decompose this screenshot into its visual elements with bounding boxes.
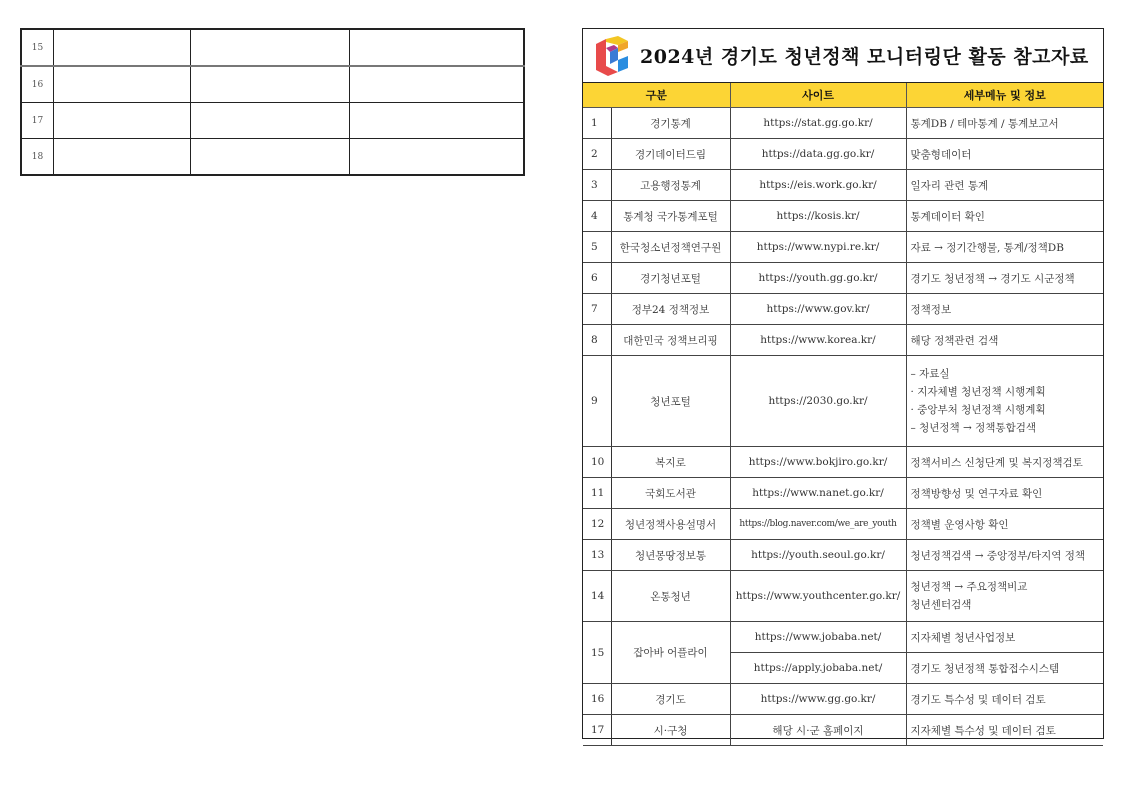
entry-cell[interactable]	[54, 103, 191, 139]
row-number: 16	[21, 66, 54, 103]
row-number: 15	[21, 29, 54, 66]
table-row	[583, 201, 1103, 232]
site-name: 경기청년포털	[611, 263, 730, 294]
blank-entry-table	[20, 28, 525, 176]
site-name: 고용행정통계	[611, 170, 730, 201]
site-detail	[906, 571, 1103, 622]
site-detail: 정책정보	[906, 294, 1103, 325]
site-url-link[interactable]: https://www.bokjiro.go.kr/	[730, 447, 906, 478]
site-name: 대한민국 정책브리핑	[611, 325, 730, 356]
site-url-link[interactable]: https://data.gg.go.kr/	[730, 139, 906, 170]
table-row	[583, 232, 1103, 263]
site-detail: 일자리 관련 통계	[906, 170, 1103, 201]
site-detail: 해당 정책관련 검색	[906, 325, 1103, 356]
site-url-link[interactable]: https://youth.gg.go.kr/	[730, 263, 906, 294]
row-number: 8	[583, 325, 611, 356]
table-row	[583, 294, 1103, 325]
site-url-link[interactable]: https://eis.work.go.kr/	[730, 170, 906, 201]
reference-sheet	[582, 28, 1104, 739]
entry-cell[interactable]	[350, 103, 525, 139]
site-detail: 경기도 청년정책 통합접수시스템	[906, 653, 1103, 684]
site-name: 시·구청	[611, 715, 730, 746]
site-detail: 정책서비스 신청단계 및 복지정책검토	[906, 447, 1103, 478]
table-row	[583, 325, 1103, 356]
row-number: 17	[21, 103, 54, 139]
site-detail: 정책별 운영사항 확인	[906, 509, 1103, 540]
column-header-site: 사이트	[730, 83, 906, 108]
reference-table	[583, 83, 1103, 746]
site-detail: 청년정책검색 → 중앙정부/타지역 정책	[906, 540, 1103, 571]
detail-line: 청년센터검색	[910, 599, 972, 611]
site-name: 청년포털	[611, 356, 730, 447]
site-url-link[interactable]: https://www.jobaba.net/	[730, 622, 906, 653]
row-number: 13	[583, 540, 611, 571]
row-number: 16	[583, 684, 611, 715]
table-row	[21, 103, 524, 139]
column-header-category: 구분	[583, 83, 730, 108]
row-number: 1	[583, 108, 611, 139]
site-detail: 경기도 청년정책 → 경기도 시군정책	[906, 263, 1103, 294]
site-url-link[interactable]: https://www.nanet.go.kr/	[730, 478, 906, 509]
row-number: 10	[583, 447, 611, 478]
site-detail: 통계DB / 테마통계 / 통계보고서	[906, 108, 1103, 139]
entry-cell[interactable]	[191, 66, 350, 103]
row-number: 17	[583, 715, 611, 746]
table-row	[583, 170, 1103, 201]
row-number: 4	[583, 201, 611, 232]
row-number: 14	[583, 571, 611, 622]
row-number: 9	[583, 356, 611, 447]
table-row	[583, 684, 1103, 715]
entry-cell[interactable]	[191, 103, 350, 139]
table-row	[583, 509, 1103, 540]
document-title: 2024년 경기도 청년정책 모니터링단 활동 참고자료	[640, 46, 1089, 68]
site-detail: 경기도 특수성 및 데이터 검토	[906, 684, 1103, 715]
site-name: 온통청년	[611, 571, 730, 622]
site-detail: 지자체별 특수성 및 데이터 검토	[906, 715, 1103, 746]
site-name: 잡아바 어플라이	[611, 622, 730, 684]
table-row	[583, 108, 1103, 139]
site-detail	[906, 356, 1103, 447]
site-name: 복지로	[611, 447, 730, 478]
site-url-link[interactable]: https://www.korea.kr/	[730, 325, 906, 356]
entry-cell[interactable]	[191, 29, 350, 66]
table-header-row	[583, 83, 1103, 108]
site-url-text: 해당 시·군 홈페이지	[730, 715, 906, 746]
site-url-link[interactable]: https://youth.seoul.go.kr/	[730, 540, 906, 571]
site-url-link[interactable]: https://apply.jobaba.net/	[730, 653, 906, 684]
site-url-link[interactable]: https://www.youthcenter.go.kr/	[730, 571, 906, 622]
site-url-link[interactable]: https://www.nypi.re.kr/	[730, 232, 906, 263]
site-detail: 지자체별 청년사업정보	[906, 622, 1103, 653]
site-detail: 자료 → 정기간행물, 통계/정책DB	[906, 232, 1103, 263]
gyeonggi-youth-logo-icon	[592, 36, 632, 76]
detail-line: – 자료실	[910, 368, 950, 380]
site-name: 경기통계	[611, 108, 730, 139]
row-number: 18	[21, 139, 54, 176]
row-number: 11	[583, 478, 611, 509]
table-row	[583, 622, 1103, 653]
detail-line: · 지자체별 청년정책 시행계획	[910, 386, 1046, 398]
detail-line: 청년정책 → 주요정책비교	[910, 581, 1028, 593]
entry-cell[interactable]	[54, 139, 191, 176]
entry-cell[interactable]	[350, 139, 525, 176]
site-url-link[interactable]: https://www.gg.go.kr/	[730, 684, 906, 715]
site-name: 청년정책사용설명서	[611, 509, 730, 540]
table-row	[21, 66, 524, 103]
site-detail: 맞춤형데이터	[906, 139, 1103, 170]
site-name: 경기도	[611, 684, 730, 715]
row-number: 12	[583, 509, 611, 540]
table-row	[583, 356, 1103, 447]
row-number: 7	[583, 294, 611, 325]
row-number: 15	[583, 622, 611, 684]
detail-line: · 중앙부처 청년정책 시행계획	[910, 404, 1046, 416]
site-detail: 정책방향성 및 연구자료 확인	[906, 478, 1103, 509]
table-row	[583, 447, 1103, 478]
table-row	[583, 571, 1103, 622]
site-detail: 통계데이터 확인	[906, 201, 1103, 232]
entry-cell[interactable]	[350, 66, 525, 103]
entry-cell[interactable]	[54, 66, 191, 103]
entry-cell[interactable]	[350, 29, 525, 66]
table-row	[583, 715, 1103, 746]
site-name: 국회도서관	[611, 478, 730, 509]
column-header-detail: 세부메뉴 및 정보	[906, 83, 1103, 108]
site-name: 경기데이터드림	[611, 139, 730, 170]
row-number: 3	[583, 170, 611, 201]
entry-cell[interactable]	[54, 29, 191, 66]
entry-cell[interactable]	[191, 139, 350, 176]
site-name: 정부24 정책정보	[611, 294, 730, 325]
table-row	[583, 139, 1103, 170]
site-url-link[interactable]: https://2030.go.kr/	[730, 356, 906, 447]
site-url-link[interactable]: https://www.gov.kr/	[730, 294, 906, 325]
site-url-link[interactable]: https://kosis.kr/	[730, 201, 906, 232]
site-name: 통계청 국가통계포털	[611, 201, 730, 232]
site-url-link[interactable]: https://stat.gg.go.kr/	[730, 108, 906, 139]
row-number: 6	[583, 263, 611, 294]
table-row	[21, 29, 524, 66]
site-url-link[interactable]: https://blog.naver.com/we_are_youth	[730, 509, 906, 540]
site-name: 청년몽땅정보통	[611, 540, 730, 571]
row-number: 5	[583, 232, 611, 263]
title-bar	[583, 29, 1103, 83]
detail-line: – 청년정책 → 정책통합검색	[910, 422, 1037, 434]
table-row	[583, 263, 1103, 294]
table-row	[583, 478, 1103, 509]
site-name: 한국청소년정책연구원	[611, 232, 730, 263]
row-number: 2	[583, 139, 611, 170]
table-row	[21, 139, 524, 176]
table-row	[583, 540, 1103, 571]
